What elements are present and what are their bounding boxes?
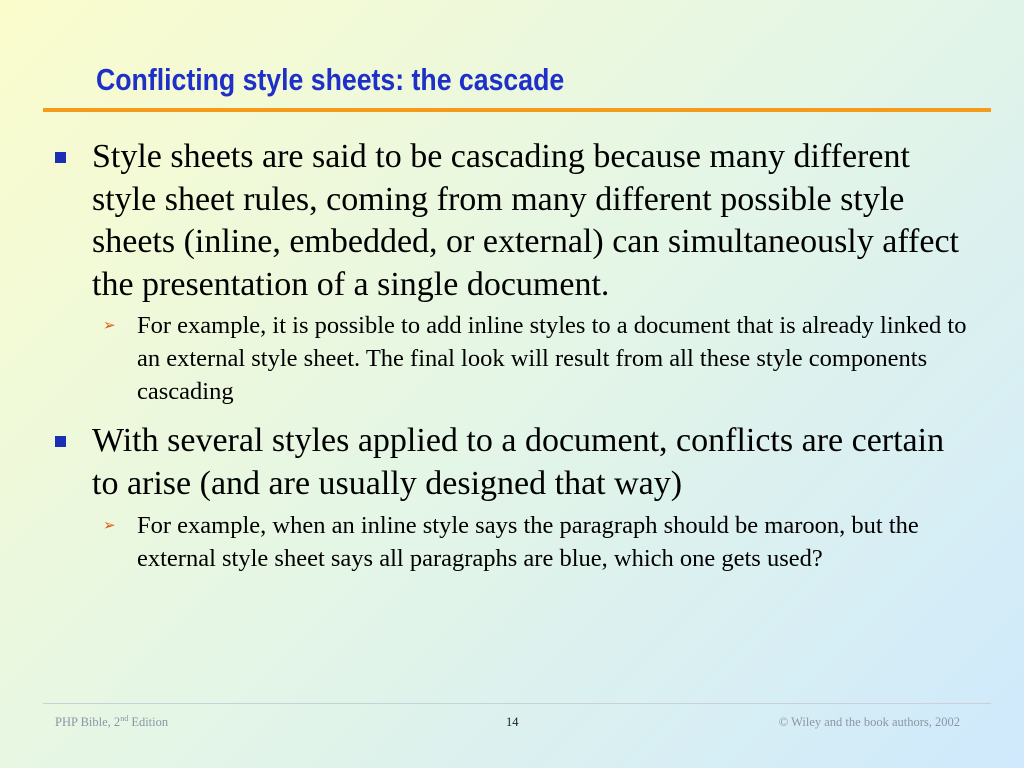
sub-bullet-text: For example, when an inline style says the paragraph should be maroon, but the external style sheet says all paragraphs are blue, which one gets used? [137, 512, 919, 572]
slide-title: Conflicting style sheets: the cascade [96, 62, 565, 97]
sub-bullet-item [103, 309, 967, 408]
sub-bullet-item [103, 509, 967, 575]
footer-divider [43, 703, 991, 704]
footer-book-title-suffix: Edition [128, 715, 169, 729]
footer-book-title-prefix: PHP Bible, 2 [55, 715, 121, 729]
slide-body [0, 136, 1024, 575]
square-bullet-icon [55, 152, 66, 163]
footer-copyright: © Wiley and the book authors, 2002 [778, 715, 960, 729]
footer-book-title [55, 715, 168, 730]
bullet-text: With several styles applied to a document, conflicts are certain to arise (and are usually designed that way) [92, 422, 945, 502]
page-number: 14 [506, 715, 519, 729]
bullet-item [92, 420, 972, 505]
title-underline [43, 108, 991, 112]
footer-book-title-sup: nd [120, 713, 129, 723]
arrow-bullet-icon: ➢ [103, 516, 116, 534]
sub-bullet-text: For example, it is possible to add inline styles to a document that is already linked to an external style sheet. The final look will result from all these style components cascading [137, 312, 967, 405]
arrow-bullet-icon: ➢ [103, 316, 116, 334]
square-bullet-icon [55, 436, 66, 447]
bullet-text: Style sheets are said to be cascading because many different style sheet rules, coming from many different possible style sheets (inline, embedded, or external) can simultaneously affect the presentation of a single document. [92, 138, 959, 303]
bullet-item [92, 136, 972, 306]
